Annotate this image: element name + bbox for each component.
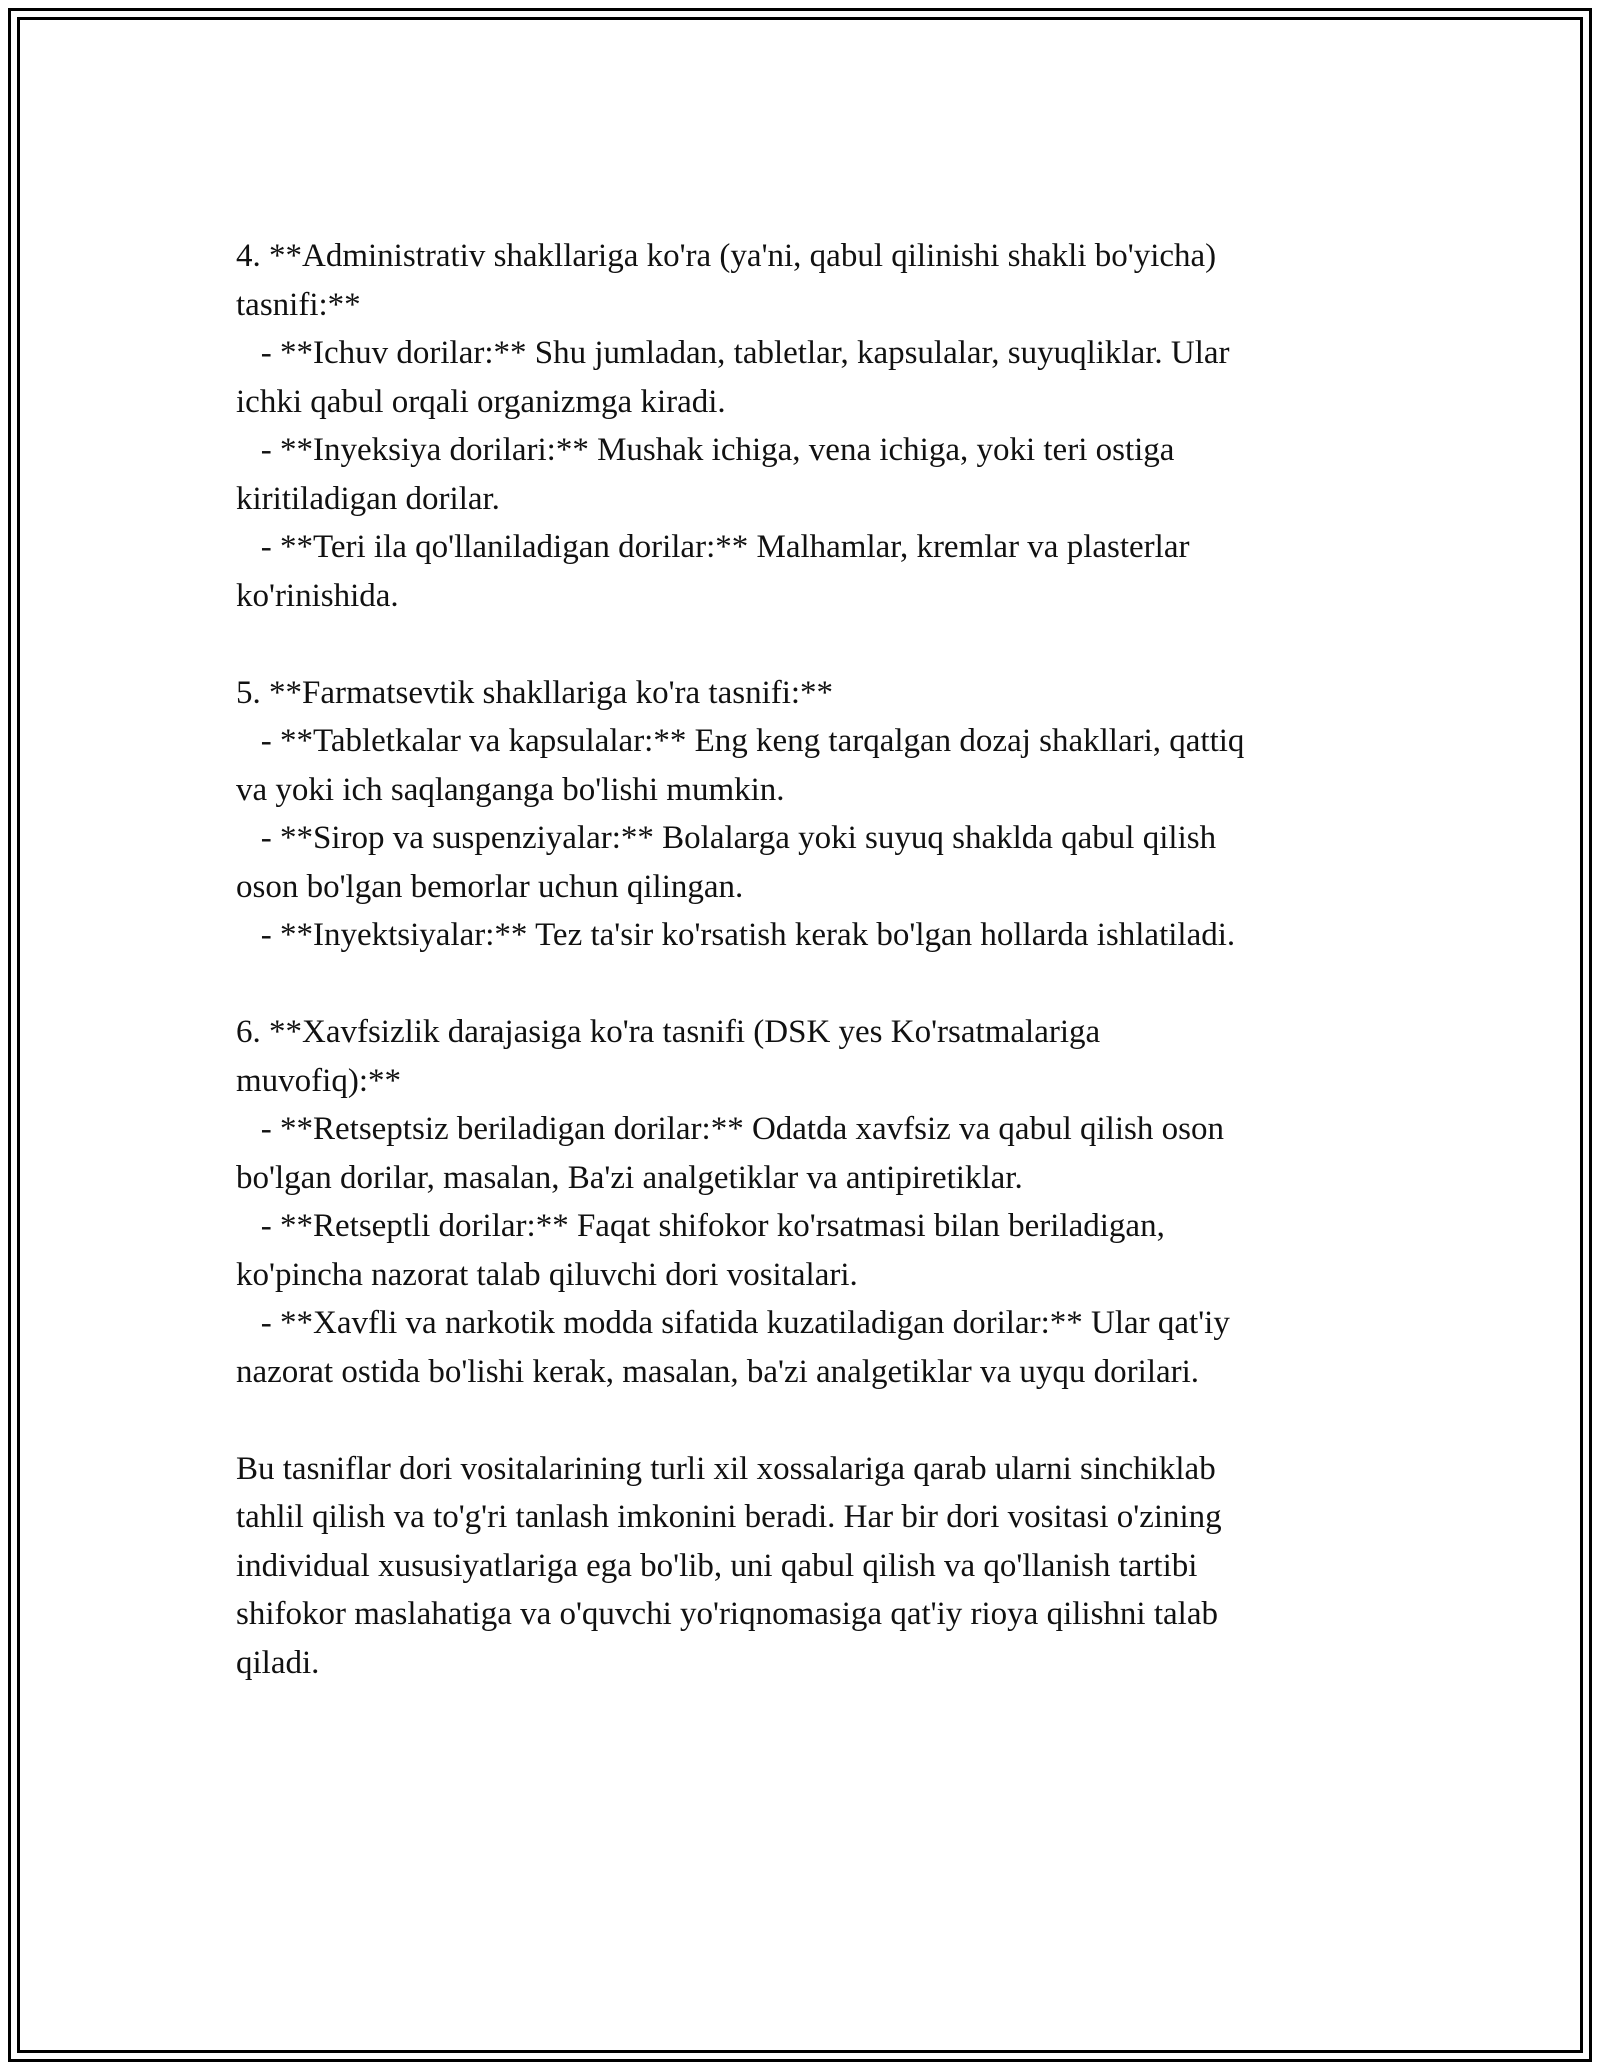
list-item: - **Ichuv dorilar:** Shu jumladan, tabletlar, kapsulalar, suyuqliklar. Ular <box>236 335 1230 371</box>
section-safety-level <box>236 1008 1376 1396</box>
list-item-cont: kiritiladigan dorilar. <box>236 480 500 517</box>
paragraph-line: tahlil qilish va to'g'ri tanlash imkonini beradi. Har bir dori vositasi o'zining <box>236 1499 1222 1535</box>
paragraph-spacer <box>236 1396 1376 1445</box>
list-item-cont: ichki qabul orqali organizmga kiradi. <box>236 383 726 420</box>
paragraph-line: individual xususiyatlariga ega bo'lib, uni qabul qilish va qo'llanish tartibi <box>236 1547 1198 1584</box>
list-item: - **Xavfli va narkotik modda sifatida kuzatiladigan dorilar:** Ular qat'iy <box>236 1305 1230 1341</box>
list-item: - **Sirop va suspenziyalar:** Bolalarga yoki suyuq shaklda qabul qilish <box>236 820 1217 856</box>
list-item: - **Tabletkalar va kapsulalar:** Eng keng tarqalgan dozaj shakllari, qattiq <box>236 723 1245 759</box>
list-item: - **Inyektsiyalar:** Tez ta'sir ko'rsatish kerak bo'lgan hollarda ishlatiladi. <box>236 917 1236 953</box>
paragraph-line: shifokor maslahatiga va o'quvchi yo'riqnomasiga qat'iy rioya qilishni talab <box>236 1596 1218 1632</box>
section-heading-cont: tasnifi:** <box>236 286 361 323</box>
section-heading-cont: muvofiq):** <box>236 1062 401 1099</box>
document-body <box>236 232 1376 1687</box>
section-heading: 4. **Administrativ shakllariga ko'ra (ya'ni, qabul qilinishi shakli bo'yicha) <box>236 238 1217 274</box>
paragraph-spacer <box>236 960 1376 1009</box>
paragraph-spacer <box>236 620 1376 669</box>
list-item-cont: va yoki ich saqlanganga bo'lishi mumkin. <box>236 771 785 808</box>
conclusion-paragraph <box>236 1445 1376 1688</box>
section-pharmaceutical-forms <box>236 669 1376 960</box>
list-item: - **Teri ila qo'llaniladigan dorilar:** Malhamlar, kremlar va plasterlar <box>236 529 1190 565</box>
list-item-cont: nazorat ostida bo'lishi kerak, masalan, ba'zi analgetiklar va uyqu dorilari. <box>236 1353 1200 1390</box>
list-item-cont: bo'lgan dorilar, masalan, Ba'zi analgetiklar va antipiretiklar. <box>236 1159 1023 1196</box>
list-item: - **Retseptsiz beriladigan dorilar:** Odatda xavfsiz va qabul qilish oson <box>236 1111 1224 1147</box>
paragraph-line: Bu tasniflar dori vositalarining turli xil xossalariga qarab ularni sinchiklab <box>236 1450 1216 1487</box>
paragraph-line: qiladi. <box>236 1644 320 1681</box>
section-administrative-forms <box>236 232 1376 620</box>
section-heading: 5. **Farmatsevtik shakllariga ko'ra tasnifi:** <box>236 674 834 711</box>
section-heading: 6. **Xavfsizlik darajasiga ko'ra tasnifi (DSK yes Ko'rsatmalariga <box>236 1014 1101 1050</box>
list-item: - **Retseptli dorilar:** Faqat shifokor ko'rsatmasi bilan beriladigan, <box>236 1208 1165 1244</box>
list-item-cont: oson bo'lgan bemorlar uchun qilingan. <box>236 868 744 905</box>
list-item-cont: ko'rinishida. <box>236 577 399 614</box>
list-item: - **Inyeksiya dorilari:** Mushak ichiga, vena ichiga, yoki teri ostiga <box>236 432 1175 468</box>
list-item-cont: ko'pincha nazorat talab qiluvchi dori vositalari. <box>236 1256 858 1293</box>
